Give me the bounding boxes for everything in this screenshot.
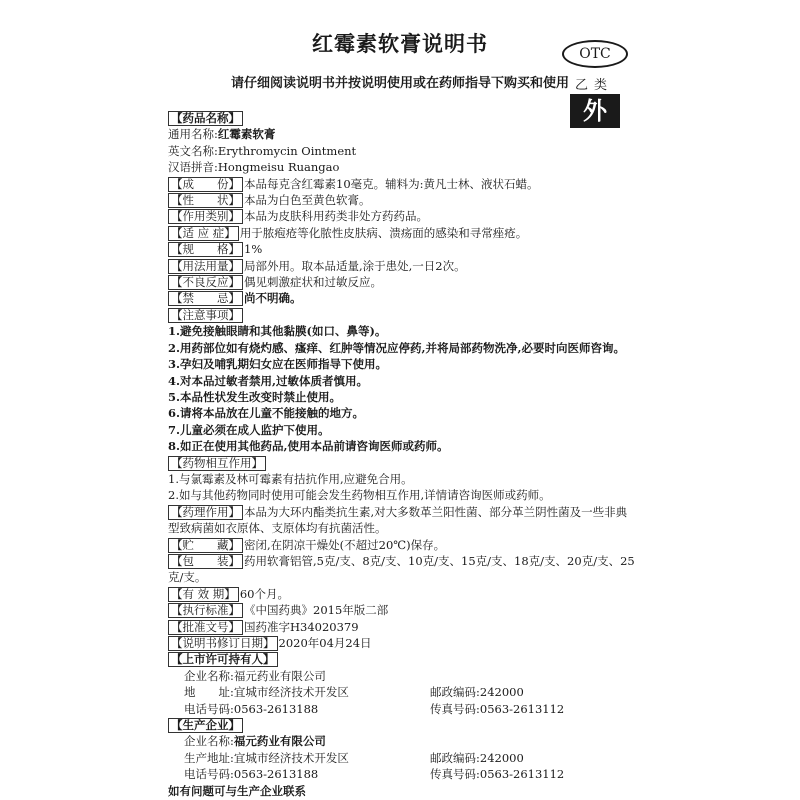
section-header-validity: 【有 效 期】 bbox=[168, 587, 239, 602]
section-header-revision-date: 【说明书修订日期】 bbox=[168, 636, 278, 651]
generic-name: 红霉素软膏 bbox=[217, 127, 276, 142]
manufacturer-company-label: 企业名称: bbox=[184, 734, 234, 749]
storage-text: 密闭,在阴凉干燥处(不超过20℃)保存。 bbox=[244, 537, 446, 552]
pharmacology-text: 本品为大环内酯类抗生素,对大多数革兰阳性菌、部分革兰阴性菌及一些非典型致病菌如衣原体、支原体均有抗菌活性。 bbox=[168, 504, 628, 536]
manufacturer-phone: 0563-2613188 bbox=[233, 767, 319, 782]
revision-date-text: 2020年04月24日 bbox=[278, 636, 372, 650]
mah-phone: 0563-2613188 bbox=[233, 701, 319, 716]
external-use-badge: 外 bbox=[570, 94, 620, 128]
manufacturer-company: 福元药业有限公司 bbox=[233, 734, 326, 749]
instructions-body bbox=[168, 110, 638, 799]
category-text: 本品为皮肤科用药类非处方药药品。 bbox=[244, 209, 428, 224]
precaution-item: 5.本品性状发生改变时禁止使用。 bbox=[168, 389, 342, 404]
manufacturer-fax-label: 传真号码: bbox=[430, 767, 480, 782]
indication-text: 用于脓疱疮等化脓性皮肤病、溃疡面的感染和寻常痤疮。 bbox=[239, 225, 528, 240]
contraindications-text: 尚不明确。 bbox=[244, 291, 302, 306]
otc-badge: OTC bbox=[562, 40, 628, 68]
section-header-interactions: 【药物相互作用】 bbox=[168, 456, 266, 471]
mah-postcode-label: 邮政编码: bbox=[430, 685, 480, 700]
precaution-item: 6.请将本品放在儿童不能接触的地方。 bbox=[168, 406, 365, 421]
precaution-item: 7.儿童必须在成人监护下使用。 bbox=[168, 422, 330, 437]
section-header-package: 【包 装】 bbox=[168, 554, 243, 569]
section-header-spec: 【规 格】 bbox=[168, 242, 243, 257]
english-name-label: 英文名称: bbox=[168, 143, 218, 158]
mah-address-label: 地 址: bbox=[184, 685, 234, 700]
mah-fax: 0563-2613112 bbox=[479, 701, 565, 716]
section-header-standard: 【执行标准】 bbox=[168, 603, 243, 618]
mah-company-label: 企业名称: bbox=[184, 668, 234, 683]
precaution-item: 8.如正在使用其他药品,使用本品前请咨询医师或药师。 bbox=[168, 439, 449, 454]
usage-text: 局部外用。取本品适量,涂于患处,一日2次。 bbox=[244, 258, 466, 273]
section-header-drug-name: 【药品名称】 bbox=[168, 111, 243, 126]
section-header-mah: 【上市许可持有人】 bbox=[168, 652, 278, 667]
manufacturer-postcode-label: 邮政编码: bbox=[430, 750, 480, 765]
section-header-adverse: 【不良反应】 bbox=[168, 275, 243, 290]
manufacturer-address: 宜城市经济技术开发区 bbox=[233, 750, 349, 765]
precaution-item: 4.对本品过敏者禁用,过敏体质者慎用。 bbox=[168, 373, 369, 388]
manufacturer-fax: 0563-2613112 bbox=[479, 767, 565, 782]
standard-text: 《中国药典》2015年版二部 bbox=[244, 603, 389, 618]
section-header-composition: 【成 份】 bbox=[168, 177, 243, 192]
mah-fax-label: 传真号码: bbox=[430, 701, 480, 716]
pinyin-label: 汉语拼音: bbox=[168, 160, 218, 175]
section-header-category: 【作用类别】 bbox=[168, 209, 243, 224]
validity-text: 60个月。 bbox=[239, 586, 289, 601]
section-header-pharmacology: 【药理作用】 bbox=[168, 505, 243, 520]
precaution-item: 2.用药部位如有烧灼感、瘙痒、红肿等情况应停药,并将局部药物洗净,必要时向医师咨询。 bbox=[168, 340, 626, 355]
english-name: Erythromycin Ointment bbox=[217, 143, 357, 158]
otc-class-label: 乙类 bbox=[574, 78, 613, 93]
section-header-precautions: 【注意事项】 bbox=[168, 308, 243, 323]
section-header-approval: 【批准文号】 bbox=[168, 620, 243, 635]
precautions-list bbox=[168, 323, 638, 454]
mah-postcode: 242000 bbox=[479, 685, 524, 700]
adverse-text: 偶见刺激症状和过敏反应。 bbox=[244, 275, 382, 290]
section-header-storage: 【贮 藏】 bbox=[168, 538, 243, 553]
mah-company: 福元药业有限公司 bbox=[233, 668, 326, 683]
spec-text: 1% bbox=[244, 242, 263, 257]
precaution-item: 1.避免接触眼睛和其他黏膜(如口、鼻等)。 bbox=[168, 324, 387, 339]
manufacturer-postcode: 242000 bbox=[479, 750, 524, 765]
appearance-text: 本品为白色至黄色软膏。 bbox=[244, 193, 371, 208]
document-title: 红霉素软膏说明书 bbox=[312, 31, 488, 56]
section-header-indication: 【适 应 症】 bbox=[168, 226, 239, 241]
interaction-item: 1.与氯霉素及林可霉素有拮抗作用,应避免合用。 bbox=[168, 471, 413, 486]
pinyin: Hongmeisu Ruangao bbox=[217, 160, 340, 175]
interaction-item: 2.如与其他药物同时使用可能会发生药物相互作用,详情请咨询医师或药师。 bbox=[168, 488, 551, 503]
approval-text: 国药准字H34020379 bbox=[244, 619, 359, 634]
mah-address: 宜城市经济技术开发区 bbox=[233, 685, 349, 700]
section-header-usage: 【用法用量】 bbox=[168, 259, 243, 274]
section-header-appearance: 【性 状】 bbox=[168, 193, 243, 208]
section-header-contraindications: 【禁 忌】 bbox=[168, 291, 243, 306]
precaution-item: 3.孕妇及哺乳期妇女应在医师指导下使用。 bbox=[168, 357, 388, 372]
mah-phone-label: 电话号码: bbox=[184, 701, 234, 716]
manufacturer-phone-label: 电话号码: bbox=[184, 767, 234, 782]
footer-note: 如有问题可与生产企业联系 bbox=[168, 783, 306, 798]
document-subtitle: 请仔细阅读说明书并按说明使用或在药师指导下购买和使用 bbox=[230, 76, 569, 91]
composition-text: 本品每克含红霉素10毫克。辅料为:黄凡士林、液状石蜡。 bbox=[244, 176, 539, 191]
package-text: 药用软膏铝管,5克/支、8克/支、10克/支、15克/支、18克/支、20克/支、25克/支。 bbox=[168, 553, 635, 585]
manufacturer-address-label: 生产地址: bbox=[184, 750, 234, 765]
generic-name-label: 通用名称: bbox=[168, 127, 218, 142]
section-header-manufacturer: 【生产企业】 bbox=[168, 718, 243, 733]
